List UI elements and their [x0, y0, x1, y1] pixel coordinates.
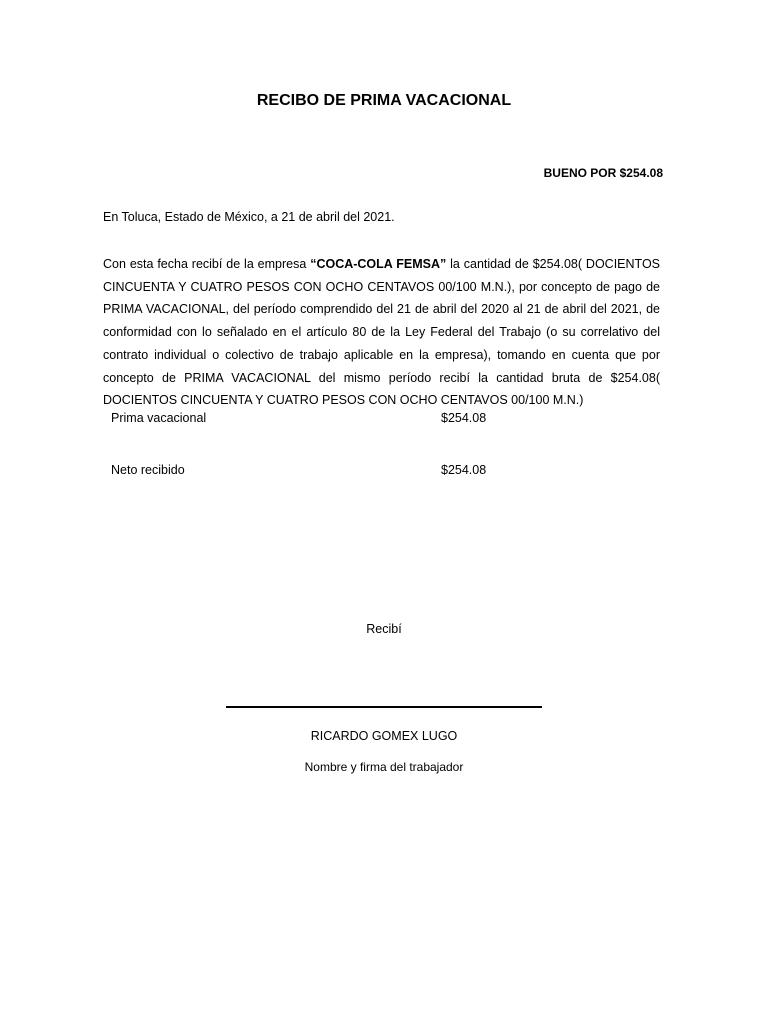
place-date: En Toluca, Estado de México, a 21 de abril del 2021. — [103, 210, 395, 224]
document-title: RECIBO DE PRIMA VACACIONAL — [256, 92, 512, 109]
item-value-neto: $254.08 — [441, 463, 487, 477]
item-value-prima: $254.08 — [441, 411, 487, 425]
worker-name: RICARDO GOMEX LUGO — [310, 729, 458, 743]
signature-line — [226, 706, 542, 708]
paragraph-rest: la cantidad de $254.08( DOCIENTOS CINCUENTA Y CUATRO PESOS CON OCHO CENTAVOS 00/100 M.N.), por concepto de pago de PRIMA VACACIONAL, del período comprendido del 21 de abril del 2020 al 21 de abril del 2021, de conformidad con lo señalado en el artículo 80 de la Ley Federal del Trabajo (o su correlativo del contrato individual o colectivo de trabajo aplicable en la empresa), tomando en cuenta que por concepto de PRIMA VACACIONAL del mismo período recibí la cantidad bruta de $254.08( DOCIENTOS CINCUENTA Y CUATRO PESOS CON OCHO CENTAVOS 00/100 M.N.) — [103, 257, 661, 408]
item-label-prima: Prima vacacional — [111, 411, 207, 425]
receipt-paragraph — [103, 253, 660, 412]
signature-caption: Nombre y firma del trabajador — [304, 760, 464, 774]
received-label: Recibí — [366, 622, 402, 636]
item-label-neto: Neto recibido — [111, 463, 185, 477]
company-name: “COCA-COLA FEMSA” — [310, 257, 447, 271]
amount-heading: BUENO POR $254.08 — [543, 166, 663, 180]
paragraph-intro: Con esta fecha recibí de la empresa — [103, 257, 311, 271]
